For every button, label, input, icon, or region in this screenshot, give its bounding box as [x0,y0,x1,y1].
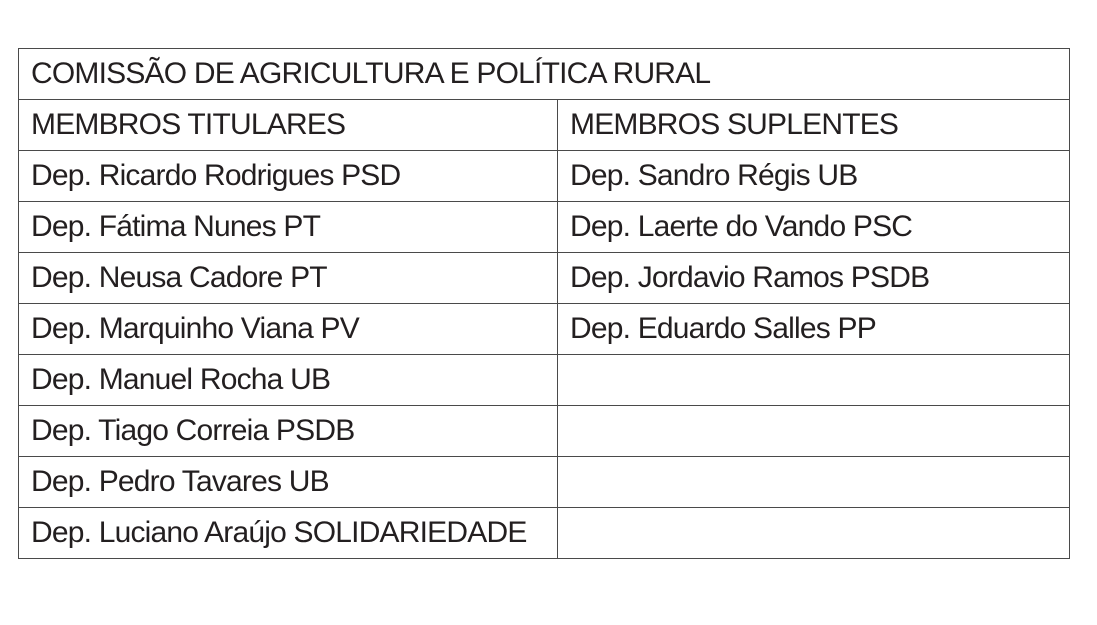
table-row [19,151,1070,202]
titular-cell: Dep. Pedro Tavares UB [19,457,558,508]
suplente-cell [558,355,1070,406]
suplente-cell [558,457,1070,508]
suplente-cell [558,508,1070,559]
table-row [19,355,1070,406]
titular-cell: Dep. Marquinho Viana PV [19,304,558,355]
committee-title: COMISSÃO DE AGRICULTURA E POLÍTICA RURAL [19,49,1070,100]
titular-cell: Dep. Ricardo Rodrigues PSD [19,151,558,202]
header-row [19,100,1070,151]
suplente-cell: Dep. Eduardo Salles PP [558,304,1070,355]
titular-cell: Dep. Tiago Correia PSDB [19,406,558,457]
suplente-cell: Dep. Laerte do Vando PSC [558,202,1070,253]
titular-cell: Dep. Manuel Rocha UB [19,355,558,406]
table-row [19,202,1070,253]
table-row [19,508,1070,559]
suplente-cell: Dep. Jordavio Ramos PSDB [558,253,1070,304]
titular-cell: Dep. Neusa Cadore PT [19,253,558,304]
header-suplentes: MEMBROS SUPLENTES [558,100,1070,151]
header-titulares: MEMBROS TITULARES [19,100,558,151]
suplente-cell: Dep. Sandro Régis UB [558,151,1070,202]
titular-cell: Dep. Fátima Nunes PT [19,202,558,253]
titular-cell: Dep. Luciano Araújo SOLIDARIEDADE [19,508,558,559]
suplente-cell [558,406,1070,457]
title-row [19,49,1070,100]
committee-members-table [18,48,1070,559]
table-row [19,406,1070,457]
table-row [19,253,1070,304]
table-row [19,304,1070,355]
table-row [19,457,1070,508]
